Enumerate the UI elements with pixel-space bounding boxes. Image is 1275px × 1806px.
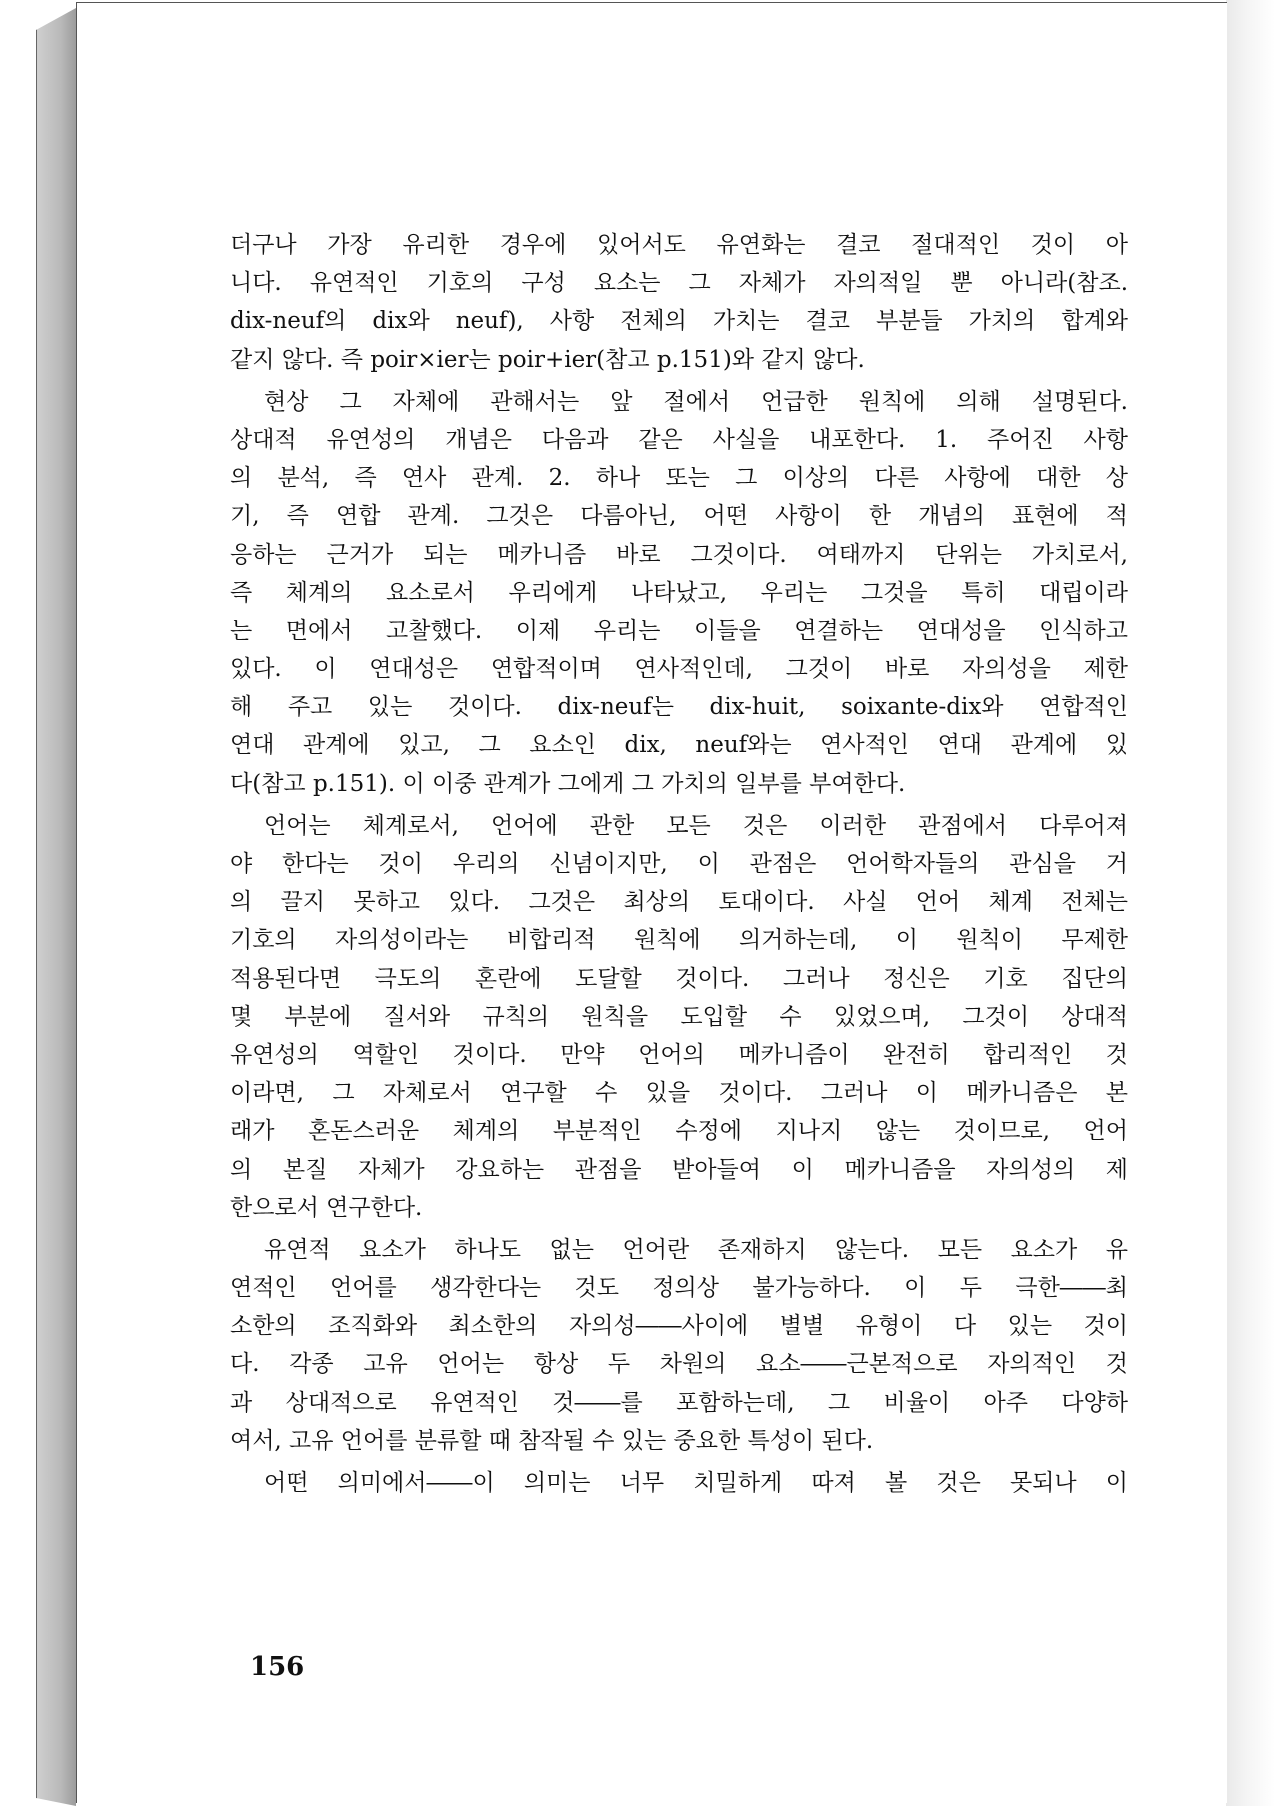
- text-line: 의 분석, 즉 연사 관계. 2. 하나 또는 그 이상의 다른 사항에 대한 상: [230, 465, 1128, 492]
- text-line: 과 상대적으로 유연적인 것――를 포함하는데, 그 비율이 아주 다양하: [230, 1389, 1128, 1416]
- text-line: 야 한다는 것이 우리의 신념이지만, 이 관점은 언어학자들의 관심을 거: [230, 851, 1128, 877]
- text-line: 유연성의 역할인 것이다. 만약 언어의 메카니즘이 완전히 합리적인 것: [230, 1041, 1128, 1068]
- text-line: dix-neuf의 dix와 neuf), 사항 전체의 가치는 결코 부분들 가치의 합계와: [230, 308, 1128, 335]
- text-line: 여서, 고유 언어를 분류할 때 참작될 수 있는 중요한 특성이 된다.: [230, 1427, 874, 1454]
- text-line: 한으로서 연구한다.: [230, 1194, 423, 1221]
- text-line: 소한의 조직화와 최소한의 자의성――사이에 별별 유형이 다 있는 것이: [230, 1313, 1128, 1340]
- text-line: 언어는 체계로서, 언어에 관한 모든 것은 이러한 관점에서 다루어져: [264, 812, 1128, 839]
- text-line: 의 끌지 못하고 있다. 그것은 최상의 토대이다. 사실 언어 체계 전체는: [230, 889, 1128, 916]
- text-line: 같지 않다. 즉 poir×ier는 poir+ier(참고 p.151)와 같지 않다.: [230, 346, 865, 373]
- text-line: 기, 즉 연합 관계. 그것은 다름아닌, 어떤 사항이 한 개념의 표현에 적: [230, 503, 1128, 530]
- text-line: 연대 관계에 있고, 그 요소인 dix, neuf와는 연사적인 연대 관계에 있: [230, 732, 1128, 759]
- text-line: 현상 그 자체에 관해서는 앞 절에서 언급한 원칙에 의해 설명된다.: [264, 388, 1128, 415]
- text-line: 몇 부분에 질서와 규칙의 원칙을 도입할 수 있었으며, 그것이 상대적: [230, 1003, 1128, 1030]
- text-line: 니다. 유연적인 기호의 구성 요소는 그 자체가 자의적일 뿐 아니라(참조.: [230, 270, 1128, 297]
- page-body-text: [230, 226, 1128, 1502]
- text-line: 응하는 근거가 되는 메카니즘 바로 그것이다. 여태까지 단위는 가치로서,: [230, 541, 1128, 568]
- text-line: 상대적 유연성의 개념은 다음과 같은 사실을 내포한다. 1. 주어진 사항: [230, 426, 1128, 453]
- text-line: 다(참고 p.151). 이 이중 관계가 그에게 그 가치의 일부를 부여한다.: [230, 770, 906, 797]
- text-line: 이라면, 그 자체로서 연구할 수 있을 것이다. 그러나 이 메카니즘은 본: [230, 1080, 1128, 1107]
- text-line: 더구나 가장 유리한 경우에 있어서도 유연화는 결코 절대적인 것이 아: [230, 232, 1128, 258]
- text-line: 어떤 의미에서――이 의미는 너무 치밀하게 따져 볼 것은 못되나 이: [264, 1470, 1128, 1496]
- text-line: 연적인 언어를 생각한다는 것도 정의상 불가능하다. 이 두 극한――최: [230, 1275, 1128, 1302]
- text-line: 는 면에서 고찰했다. 이제 우리는 이들을 연결하는 연대성을 인식하고: [230, 617, 1128, 644]
- text-line: 다. 각종 고유 언어는 항상 두 차원의 요소――근본적으로 자의적인 것: [230, 1351, 1128, 1378]
- text-line: 래가 혼돈스러운 체계의 부분적인 수정에 지나지 않는 것이므로, 언어: [230, 1118, 1128, 1145]
- text-line: 유연적 요소가 하나도 없는 언어란 존재하지 않는다. 모든 요소가 유: [264, 1236, 1128, 1263]
- book-spine: [36, 8, 77, 1806]
- text-line: 적용된다면 극도의 혼란에 도달할 것이다. 그러나 정신은 기호 집단의: [230, 965, 1128, 992]
- text-line: 의 본질 자체가 강요하는 관점을 받아들여 이 메카니즘을 자의성의 제: [230, 1156, 1128, 1183]
- page-edge-shadow: [1226, 0, 1275, 1806]
- text-line: 해 주고 있는 것이다. dix-neuf는 dix-huit, soixante-dix와 연합적인: [230, 694, 1128, 721]
- text-line: 즉 체계의 요소로서 우리에게 나타났고, 우리는 그것을 특히 대립이라: [230, 579, 1128, 606]
- page-number: 156: [250, 1652, 305, 1682]
- text-line: 기호의 자의성이라는 비합리적 원칙에 의거하는데, 이 원칙이 무제한: [230, 927, 1128, 954]
- text-line: 있다. 이 연대성은 연합적이며 연사적인데, 그것이 바로 자의성을 제한: [230, 656, 1128, 683]
